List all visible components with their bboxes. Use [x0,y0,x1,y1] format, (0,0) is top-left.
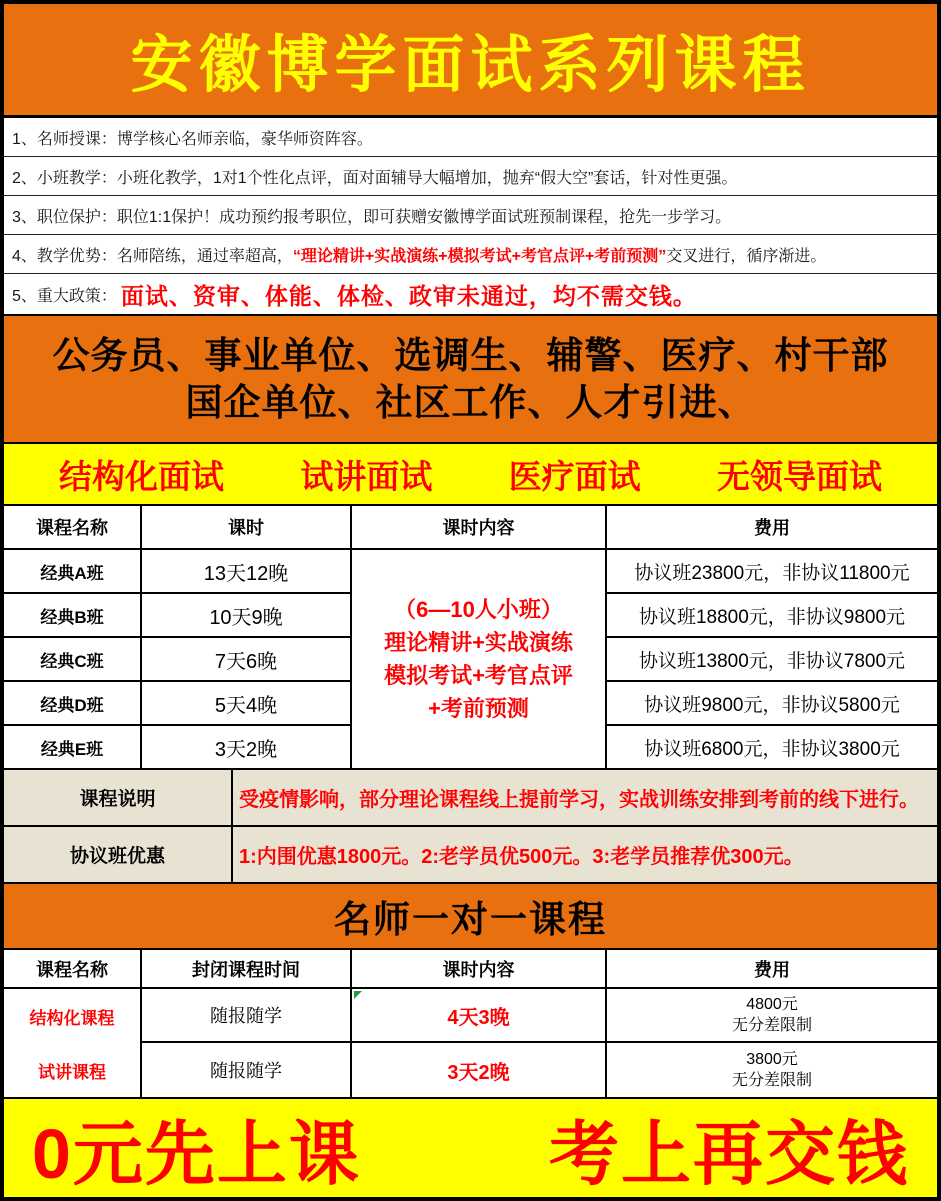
feature-3-prefix: 3、职位保护： [12,208,117,226]
feature-2-prefix: 2、小班教学： [12,169,117,187]
col-header-fee: 费用 [607,506,937,550]
course-fee-c: 协议班13800元，非协议7800元 [607,638,937,682]
course-hours-e: 3天2晚 [142,726,352,770]
feature-4-text-after: 交叉进行，循序渐进。 [666,247,827,265]
oo-fee-1-note: 无分差限制 [731,1017,812,1034]
course-hours-a: 13天12晚 [142,550,352,594]
audience-line-2: 国企单位、社区工作、人才引进、 [185,382,756,423]
course-fee-d: 协议班9800元，非协议5800元 [607,682,937,726]
footer-text-right: 考上再交钱 [549,1115,909,1193]
oo-col-header-course-name: 课程名称 [4,950,142,989]
footer-text-left: 0元先上课 [32,1115,361,1193]
oo-fee-1 [607,989,937,1043]
interview-type-structured: 结构化面试 [59,457,224,495]
oo-duration-1: 4天3晚 [352,989,607,1043]
feature-item-2 [4,157,937,196]
oo-course-names-merged-cell [4,989,142,1097]
oo-time-2: 随报随学 [142,1043,352,1097]
content-line-4: +考前预测 [428,696,529,721]
interview-type-lecture: 试讲面试 [300,457,433,495]
col-header-course-name: 课程名称 [4,506,142,550]
feature-5-red-text: 面试、资审、体能、体检、政审未通过，均不需交钱。 [120,282,697,310]
feature-4-text-before: 名师陪练，通过率超高， [116,247,293,265]
feature-1-text: 博学核心名师亲临，豪华师资阵容。 [116,130,373,148]
content-line-2: 理论精讲+实战演练 [384,630,573,655]
feature-1-prefix: 1、名师授课： [12,130,117,148]
feature-item-4 [4,235,937,274]
feature-4-prefix: 4、教学优势： [12,247,117,265]
course-hours-d: 5天4晚 [142,682,352,726]
col-header-content: 课时内容 [352,506,607,550]
oo-time-1: 随报随学 [142,989,352,1043]
content-line-3: 模拟考试+考官点评 [384,663,573,688]
oo-col-header-time: 封闭课程时间 [142,950,352,989]
feature-5-prefix: 5、重大政策： [12,287,117,305]
oo-course-name-lecture: 试讲课程 [38,1062,106,1082]
cell-corner-marker-icon [354,991,362,999]
course-fee-e: 协议班6800元，非协议3800元 [607,726,937,770]
course-fee-b: 协议班18800元，非协议9800元 [607,594,937,638]
course-table [4,506,937,770]
interview-type-medical: 医疗面试 [508,457,641,495]
feature-item-3 [4,196,937,235]
note-label-discount: 协议班优惠 [4,827,233,882]
course-name-b: 经典B班 [4,594,142,638]
course-hours-c: 7天6晚 [142,638,352,682]
one-on-one-banner [4,882,937,950]
feature-4-highlight: “理论精讲+实战演练+模拟考试+考官点评+考前预测” [292,247,667,265]
page-title: 安徽博学面试系列课程 [130,28,811,101]
course-name-c: 经典C班 [4,638,142,682]
one-on-one-banner-title: 名师一对一课程 [334,899,607,940]
audience-line-1: 公务员、事业单位、选调生、辅警、医疗、村干部 [52,335,889,376]
oo-fee-1-amount: 4800元 [746,996,798,1013]
oo-fee-2-note: 无分差限制 [731,1072,812,1089]
feature-item-1 [4,118,937,157]
course-note-row [4,770,937,827]
footer-banner [4,1097,937,1198]
oo-fee-2-amount: 3800元 [746,1051,798,1068]
oo-col-header-content: 课时内容 [352,950,607,989]
feature-3-text: 职位1:1保护！成功预约报考职位，即可获赠安徽博学面试班预制课程，抢先一步学习。 [116,208,732,226]
note-label-description: 课程说明 [4,770,233,825]
course-name-a: 经典A班 [4,550,142,594]
note-text-description: 受疫情影响，部分理论课程线上提前学习，实战训练安排到考前的线下进行。 [239,789,919,811]
header-banner [4,4,937,118]
oo-course-name-structured: 结构化课程 [29,1008,115,1028]
course-name-d: 经典D班 [4,682,142,726]
audience-banner [4,314,937,444]
interview-type-leaderless: 无领导面试 [716,457,882,495]
feature-list [4,118,937,314]
course-fee-a: 协议班23800元，非协议11800元 [607,550,937,594]
oo-col-header-fee: 费用 [607,950,937,989]
oo-duration-2: 3天2晚 [352,1043,607,1097]
one-on-one-table-wrap [4,950,937,1097]
feature-item-5 [4,274,937,314]
note-text-discount: 1:内围优惠1800元。2:老学员优500元。3:老学员推荐优300元。 [239,846,804,868]
oo-fee-2 [607,1043,937,1097]
feature-2-text: 小班化教学，1对1个性化点评，面对面辅导大幅增加，抛弃“假大空”套话，针对性更强。 [116,169,738,187]
course-hours-b: 10天9晚 [142,594,352,638]
course-name-e: 经典E班 [4,726,142,770]
one-on-one-table [4,950,937,1097]
content-line-class-size: （6—10人小班） [394,597,563,622]
interview-types-band [4,444,937,506]
col-header-hours: 课时 [142,506,352,550]
discount-note-row [4,827,937,882]
course-content-merged-cell [352,550,607,770]
